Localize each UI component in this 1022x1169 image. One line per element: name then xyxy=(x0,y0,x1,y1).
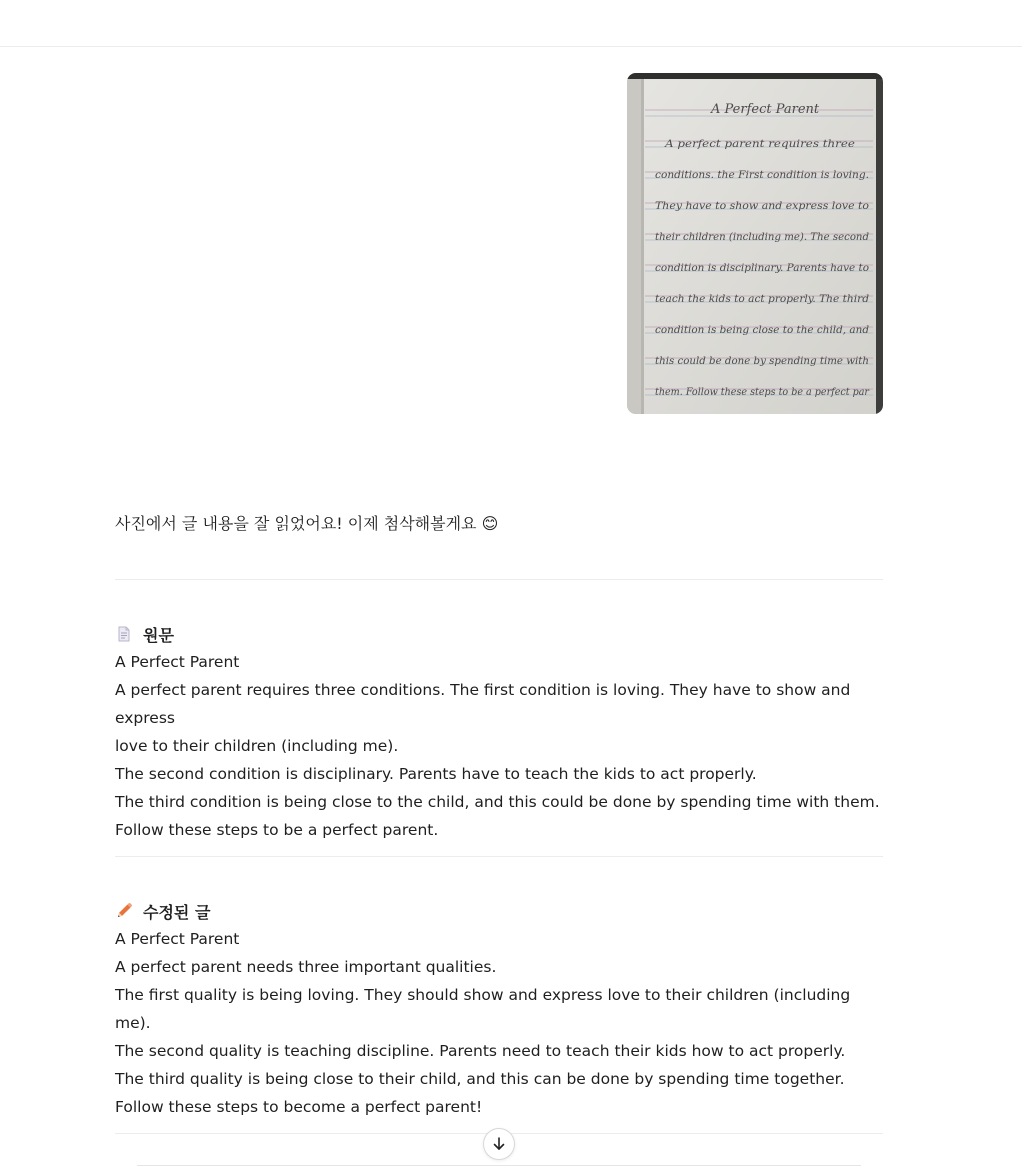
original-line: A perfect parent requires three conditions. The first condition is loving. They have to show and express xyxy=(115,681,851,727)
handwriting-title: A Perfect Parent xyxy=(711,102,820,117)
revised-line: A perfect parent needs three important qualities. xyxy=(115,958,497,976)
revised-line: A Perfect Parent xyxy=(115,930,240,948)
revised-heading xyxy=(115,897,883,925)
section-divider xyxy=(115,579,883,580)
revised-line: Follow these steps to become a perfect parent! xyxy=(115,1098,483,1116)
handwriting-line: their children (including me). The second xyxy=(655,231,870,243)
original-heading xyxy=(115,620,883,648)
revised-line: The second quality is teaching discipline. Parents need to teach their kids how to act properly. xyxy=(115,1042,846,1060)
handwriting-line: this could be done by spending time with xyxy=(655,355,869,367)
document-icon xyxy=(115,625,133,643)
handwriting-line: teach the kids to act properly. The third xyxy=(655,293,870,305)
handwriting-line: condition is disciplinary. Parents have to xyxy=(655,262,869,274)
original-heading-label: 원문 xyxy=(143,625,174,645)
revised-line: The third quality is being close to their child, and this can be done by spending time together. xyxy=(115,1070,845,1088)
handwriting-line: They have to show and express love to xyxy=(655,200,869,212)
pencil-icon xyxy=(115,902,133,920)
original-line: Follow these steps to be a perfect parent. xyxy=(115,821,439,839)
original-line: The third condition is being close to the child, and this could be done by spending time with them. xyxy=(115,793,880,811)
handwriting-line: condition is being close to the child, and xyxy=(655,324,870,336)
scroll-to-bottom-button[interactable] xyxy=(483,1128,515,1160)
handwriting-line: them. Follow these steps to be a perfect par xyxy=(655,386,870,398)
intro-message: 사진에서 글 내용을 잘 읽었어요! 이제 첨삭해볼게요 😊 xyxy=(115,514,499,533)
section-divider xyxy=(115,856,883,857)
revised-heading-label: 수정된 글 xyxy=(143,902,211,922)
original-line: The second condition is disciplinary. Parents have to teach the kids to act properly. xyxy=(115,765,757,783)
handwriting-line: conditions. the First condition is loving. xyxy=(655,169,869,181)
handwriting-line: A perfect parent requires three xyxy=(663,138,855,150)
arrow-down-icon xyxy=(491,1136,507,1152)
original-line: A Perfect Parent xyxy=(115,653,240,671)
top-bar xyxy=(0,0,1022,47)
message-composer-edge xyxy=(137,1165,861,1169)
notebook-page-image xyxy=(627,73,883,414)
revised-text-section xyxy=(115,897,883,1121)
revised-line: The first quality is being loving. They should show and express love to their children (including me). xyxy=(115,986,851,1032)
original-line: love to their children (including me). xyxy=(115,737,399,755)
uploaded-notebook-photo[interactable] xyxy=(627,73,883,414)
original-text-section xyxy=(115,620,883,844)
